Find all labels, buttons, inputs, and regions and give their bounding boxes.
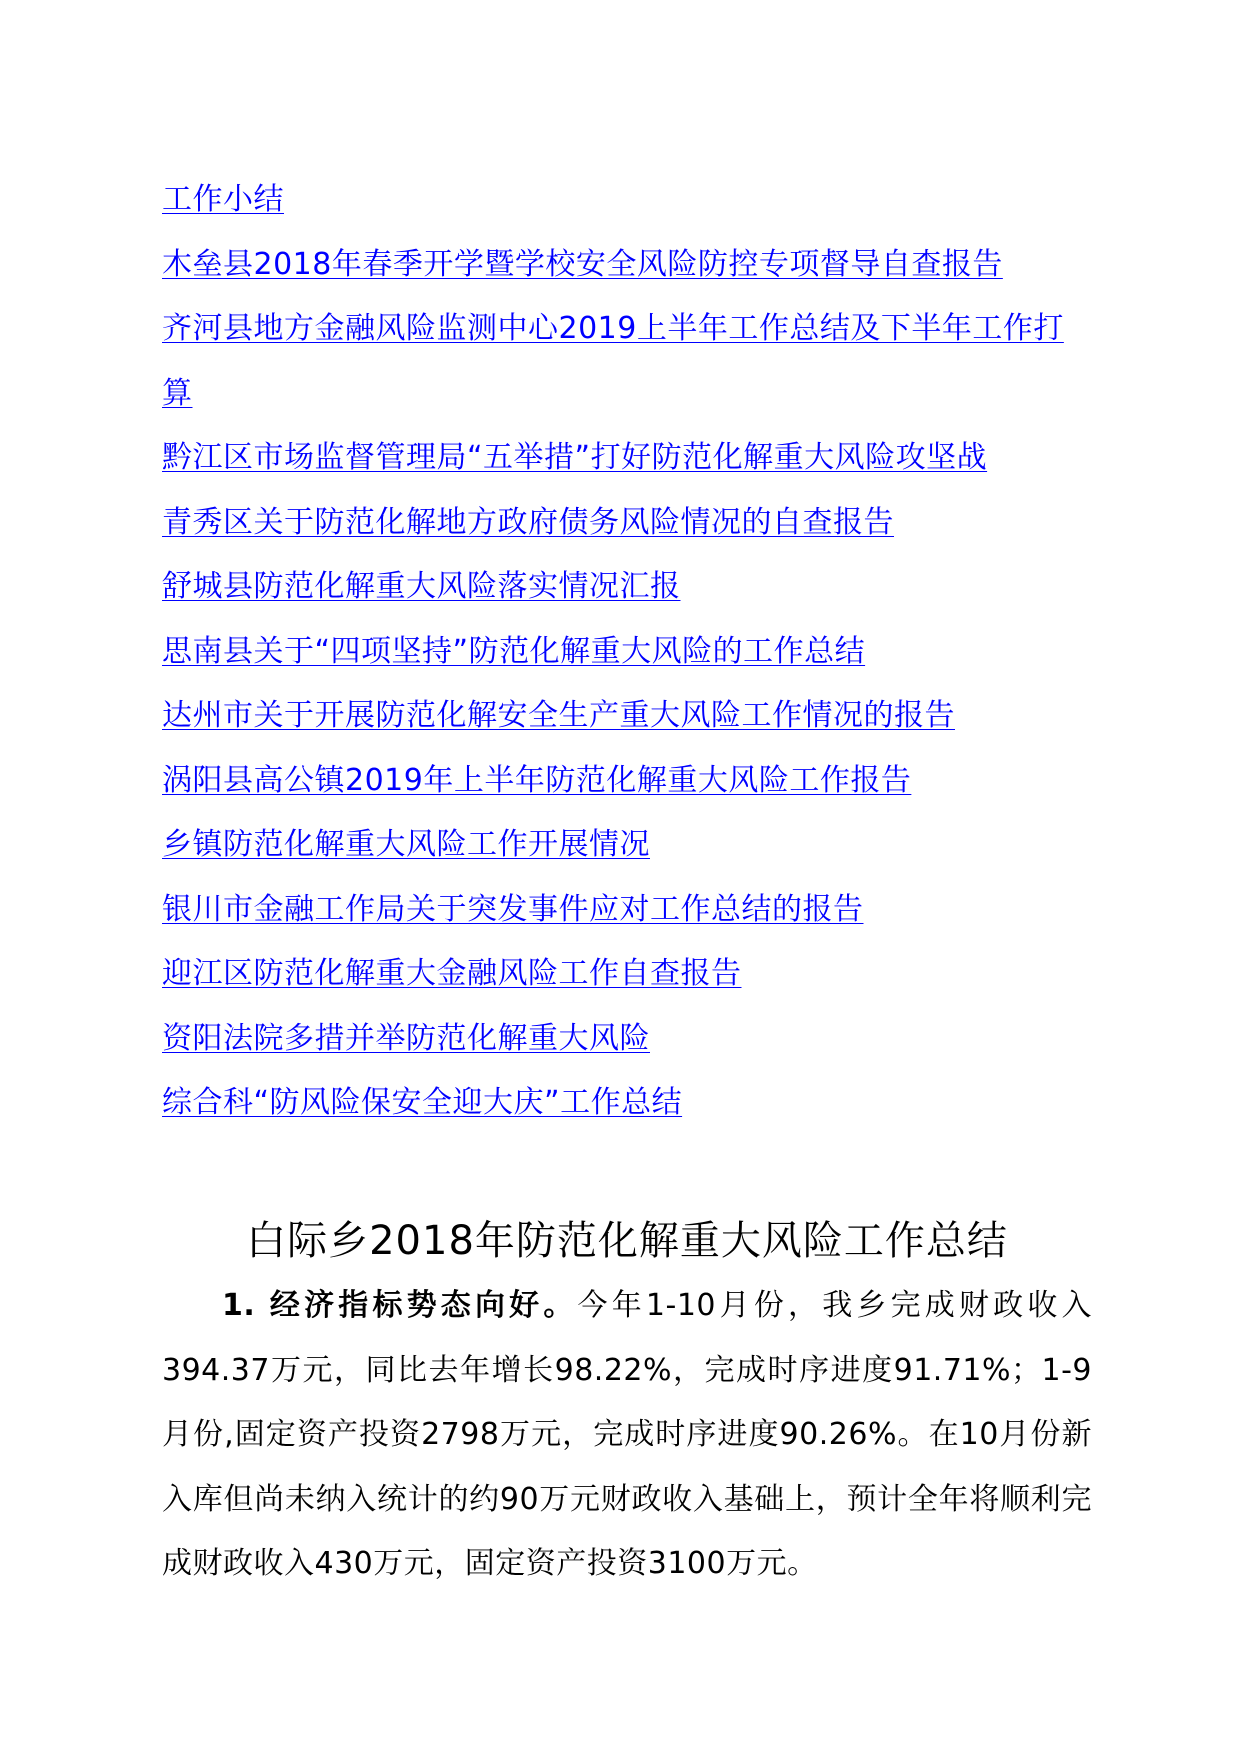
related-link[interactable]: 思南县关于“四项坚持”防范化解重大风险的工作总结 bbox=[162, 633, 866, 669]
related-link[interactable]: 齐河县地方金融风险监测中心2019上半年工作总结及下半年工作打算 bbox=[162, 311, 1064, 411]
body-paragraph bbox=[162, 1274, 1092, 1597]
list-item bbox=[162, 942, 1092, 1007]
related-link[interactable]: 工作小结 bbox=[162, 182, 284, 217]
list-item bbox=[162, 168, 1092, 233]
related-link[interactable]: 涡阳县高公镇2019年上半年防范化解重大风险工作报告 bbox=[162, 762, 912, 798]
list-item bbox=[162, 878, 1092, 943]
list-item bbox=[162, 555, 1092, 620]
related-link[interactable]: 青秀区关于防范化解地方政府债务风险情况的自查报告 bbox=[162, 504, 894, 540]
related-link[interactable]: 综合科“防风险保安全迎大庆”工作总结 bbox=[162, 1085, 683, 1120]
list-item bbox=[162, 297, 1092, 426]
list-item bbox=[162, 749, 1092, 814]
related-link[interactable]: 黔江区市场监督管理局“五举措”打好防范化解重大风险攻坚战 bbox=[162, 440, 988, 475]
list-item bbox=[162, 813, 1092, 878]
related-links-list bbox=[162, 168, 1092, 1136]
list-item bbox=[162, 426, 1092, 491]
related-link[interactable]: 乡镇防范化解重大风险工作开展情况 bbox=[162, 827, 650, 862]
related-link[interactable]: 银川市金融工作局关于突发事件应对工作总结的报告 bbox=[162, 891, 864, 927]
related-link[interactable]: 迎江区防范化解重大金融风险工作自查报告 bbox=[162, 956, 742, 991]
list-item bbox=[162, 620, 1092, 685]
list-item bbox=[162, 1071, 1092, 1136]
related-link[interactable]: 资阳法院多措并举防范化解重大风险 bbox=[162, 1020, 650, 1056]
list-item bbox=[162, 1007, 1092, 1072]
related-link[interactable]: 舒城县防范化解重大风险落实情况汇报 bbox=[162, 569, 681, 604]
related-link[interactable]: 达州市关于开展防范化解安全生产重大风险工作情况的报告 bbox=[162, 698, 955, 733]
list-item bbox=[162, 491, 1092, 556]
paragraph-heading: 1. 经济指标势态向好。 bbox=[222, 1288, 578, 1323]
paragraph-text: 今年1-10月份，我乡完成财政收入394.37万元，同比去年增长98.22%，完成时序进度91.71%；1-9月份,固定资产投资2798万元，完成时序进度90.26%。在10月份新入库但尚未纳入统计的约90万元财政收入基础上，预计全年将顺利完成财政收入430万元，固定资产投资3100万元。 bbox=[162, 1288, 1092, 1581]
list-item bbox=[162, 233, 1092, 298]
related-link[interactable]: 木垒县2018年春季开学暨学校安全风险防控专项督导自查报告 bbox=[162, 246, 1003, 282]
document-title: 白际乡2018年防范化解重大风险工作总结 bbox=[246, 1218, 1008, 1264]
list-item bbox=[162, 684, 1092, 749]
